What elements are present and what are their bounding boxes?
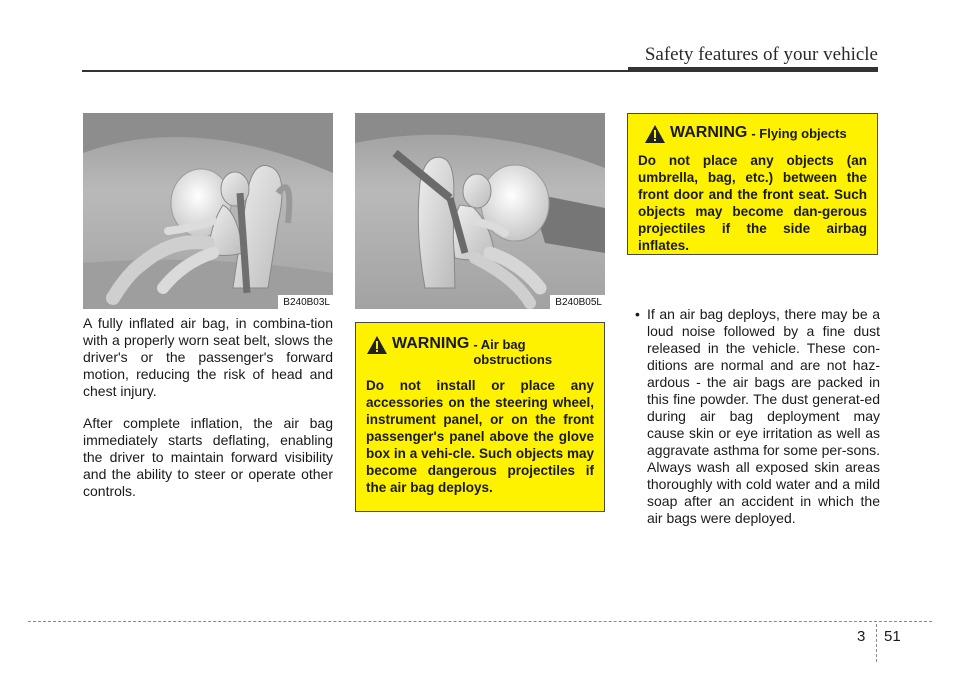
warning-body: Do not place any objects (an umbrella, bag, etc.) between the front door and the front seat. Such objects may become dan-gerous projectiles if the side airbag inflates. (638, 153, 867, 253)
warning-box-flying-objects (627, 113, 878, 255)
warning-box-airbag-obstructions (355, 322, 605, 512)
page-number: 51 (884, 628, 901, 645)
bullet-dot-icon: • (635, 306, 640, 322)
page-header-title: Safety features of your vehicle (644, 44, 878, 65)
passenger-airbag-illustration (355, 113, 605, 309)
warning-title: WARNING (670, 124, 748, 141)
figure-code-passenger: B240B05L (550, 295, 605, 309)
warning-triangle-icon (366, 335, 388, 355)
driver-airbag-illustration (83, 113, 333, 309)
warning-triangle-icon (644, 124, 666, 144)
bullet-text: If an air bag deploys, there may be a loud noise followed by a fine dust released in the vehicle. These con-ditions are normal and are not haz-ardous - the air bags are packed in this fine powder. The dust generat-ed during air bag deployment may cause skin or eye irritation as well as aggravate asthma for some per-sons. Always wash all exposed skin areas thoroughly with cold water and a mild soap after an accident in which the air bags were deployed. (647, 306, 880, 526)
page-number-divider (876, 624, 877, 662)
figure-driver-airbag (83, 113, 333, 309)
paragraph-after-inflation: After complete inflation, the air bag immediately starts deflating, enabling the driver to maintain forward visibility and the ability to steer or operate other controls. (83, 415, 333, 499)
warning-body: Do not install or place any accessories on the steering wheel, instrument panel, or on the front passenger's panel above the glove box in a vehi-cle. Such objects may become dangerous projectiles if the air bag deploys. (366, 378, 594, 495)
warning-subtitle: - Air bag obstructions (473, 337, 553, 367)
figure-code-driver: B240B03L (278, 295, 333, 309)
warning-title: WARNING (392, 335, 470, 352)
figure-passenger-airbag (355, 113, 605, 309)
warning-subtitle: - Flying objects (751, 126, 847, 141)
header-rule-accent (628, 67, 878, 72)
bullet-item-dust (635, 306, 880, 527)
chapter-number: 3 (857, 628, 866, 645)
left-column-text (83, 315, 333, 515)
paragraph-inflated-airbag: A fully inflated air bag, in combina-tion with a properly worn seat belt, slows the driver's or the passenger's forward motion, reducing the risk of head and chest injury. (83, 315, 333, 399)
footer-rule (28, 621, 932, 622)
